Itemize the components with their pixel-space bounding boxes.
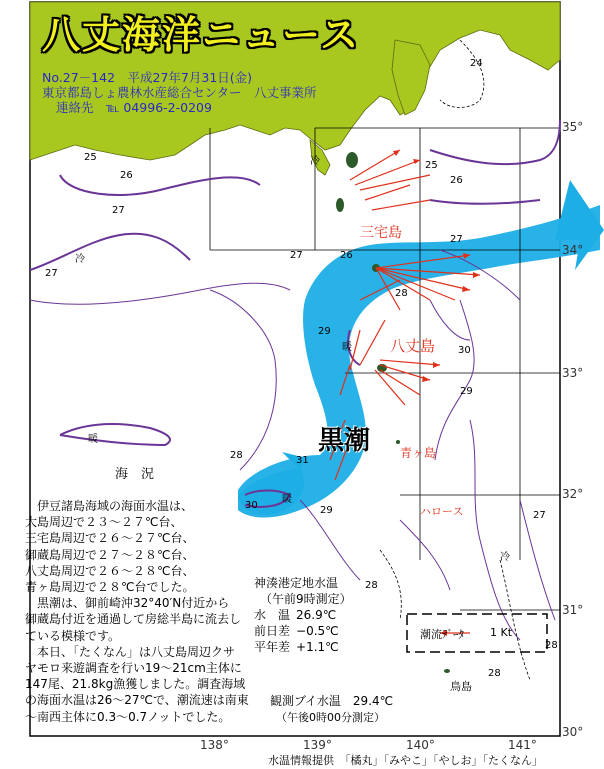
issue-line: No.27－142 平成27年7月31日(金) (42, 70, 253, 85)
lon-label: 139° (303, 738, 332, 752)
contour-label: 27 (290, 250, 303, 261)
mark-cold: 冷 (310, 156, 320, 167)
page-title: 八丈海洋ニュース (42, 13, 361, 57)
station-title: 神湊港定地水温 (254, 576, 339, 590)
lat-label: 32° (562, 487, 584, 501)
report-line: ている模様です。 (25, 628, 121, 643)
mark-warm: 暖 (282, 494, 292, 505)
report-heading: 海 況 (115, 467, 155, 482)
contour-label: 30 (458, 345, 471, 356)
prev-label: 前日差 (254, 624, 291, 638)
label-hachijo: 八丈島 (390, 337, 436, 355)
avg-label: 平年差 (254, 640, 291, 654)
contour-label: 29 (320, 505, 333, 516)
contour-label: 27 (450, 234, 463, 245)
lat-label: 31° (562, 603, 584, 617)
label-haros: ハロース (420, 505, 464, 518)
buoy-subtitle: （午後0時00分測定） (276, 711, 385, 724)
avg-value: +1.1℃ (296, 640, 339, 654)
report-line: の海面水温は26～27℃で、潮流速は南東 (25, 693, 249, 708)
contour-label: 27 (533, 510, 546, 521)
report-line: 147尾、21.8kg漁獲しました。調査海域 (25, 677, 246, 692)
station-subtitle: （午前9時測定） (260, 592, 352, 606)
report-line: 御蔵島付近を通過して房総半島に流去し (25, 612, 242, 627)
footer-credit: 水温情報提供 「橘丸」「みやこ」「やしお」「たくなん」 (268, 754, 543, 767)
label-torishima: 鳥島 (450, 680, 472, 693)
lat-label: 34° (562, 243, 584, 257)
report-line: 大島周辺で２３～２７℃台、 (25, 515, 183, 530)
contour-label: 26 (340, 250, 353, 261)
report-line: 三宅島周辺で２６～２７℃台、 (25, 531, 195, 546)
report-line: ～南西主体に0.3～0.7ノットでした。 (25, 709, 231, 724)
legend-label: 潮流ﾃﾞｰﾀ (420, 628, 464, 641)
mark-warm: 暖 (342, 342, 352, 353)
report-line: 黒潮は、御前崎沖32°40′N付近から (25, 596, 230, 611)
contour-label: 24 (470, 58, 483, 69)
island-oshima (346, 152, 358, 168)
station-panel (254, 575, 352, 655)
mark-warm: 暖 (88, 434, 98, 445)
contour-label: 25 (425, 160, 438, 171)
report-line: 青ヶ島周辺で２８℃台でした。 (25, 580, 195, 595)
org-line: 東京都島しょ農林水産総合センター 八丈事業所 (42, 85, 317, 100)
contour-label: 29 (460, 386, 473, 397)
label-aogashima: 青ヶ島 (400, 446, 437, 460)
contour-label: 27 (112, 205, 125, 216)
report-line: 伊豆諸島海域の海面水温は、 (25, 499, 194, 513)
contour-label: 26 (450, 175, 463, 186)
buoy-title: 観測ブイ水温 29.4℃ (270, 694, 394, 708)
lon-label: 138° (200, 738, 229, 752)
contour-label: 27 (45, 268, 58, 279)
contact-line: 連絡先 ℡ 04996-2-0209 (56, 100, 212, 115)
contour-label: 28 (545, 640, 558, 651)
mark-cold: 冷 (75, 254, 85, 265)
lon-label: 141° (508, 738, 537, 752)
contour-label: 28 (365, 580, 378, 591)
lat-label: 30° (562, 725, 584, 739)
contour-label: 28 (395, 288, 408, 299)
contour-label: 30 (245, 500, 258, 511)
contour-label: 28 (230, 450, 243, 461)
legend-speed: 1 Kt (490, 626, 513, 639)
report-line: 御蔵島周辺で２７～２８℃台、 (25, 547, 195, 562)
label-miyake: 三宅島 (360, 225, 402, 241)
contour-label: 29 (318, 326, 331, 337)
lon-label: 140° (406, 738, 435, 752)
contour-label: 25 (84, 152, 97, 163)
island-torishima (444, 669, 450, 673)
label-kuroshio: 黒潮 (318, 426, 371, 456)
report-text (25, 498, 265, 725)
temp-label: 水 温 (254, 608, 291, 622)
prev-value: −0.5℃ (296, 624, 339, 638)
mark-cold: 冷 (500, 552, 510, 563)
island-niijima (336, 198, 344, 212)
report-line: ヤモロ来遊調査を行い19～21cm主体に (25, 661, 242, 676)
contour-label: 26 (120, 170, 133, 181)
temp-value: 26.9℃ (296, 608, 337, 622)
contour-label: 31 (296, 455, 309, 466)
report-line: 八丈島周辺で２６～２８℃台、 (25, 563, 195, 578)
contour-label: 28 (488, 668, 501, 679)
lat-label: 35° (562, 120, 584, 134)
report-line: 本日、「たくなん」は八丈島周辺クサ (25, 644, 236, 659)
lat-label: 33° (562, 366, 584, 380)
